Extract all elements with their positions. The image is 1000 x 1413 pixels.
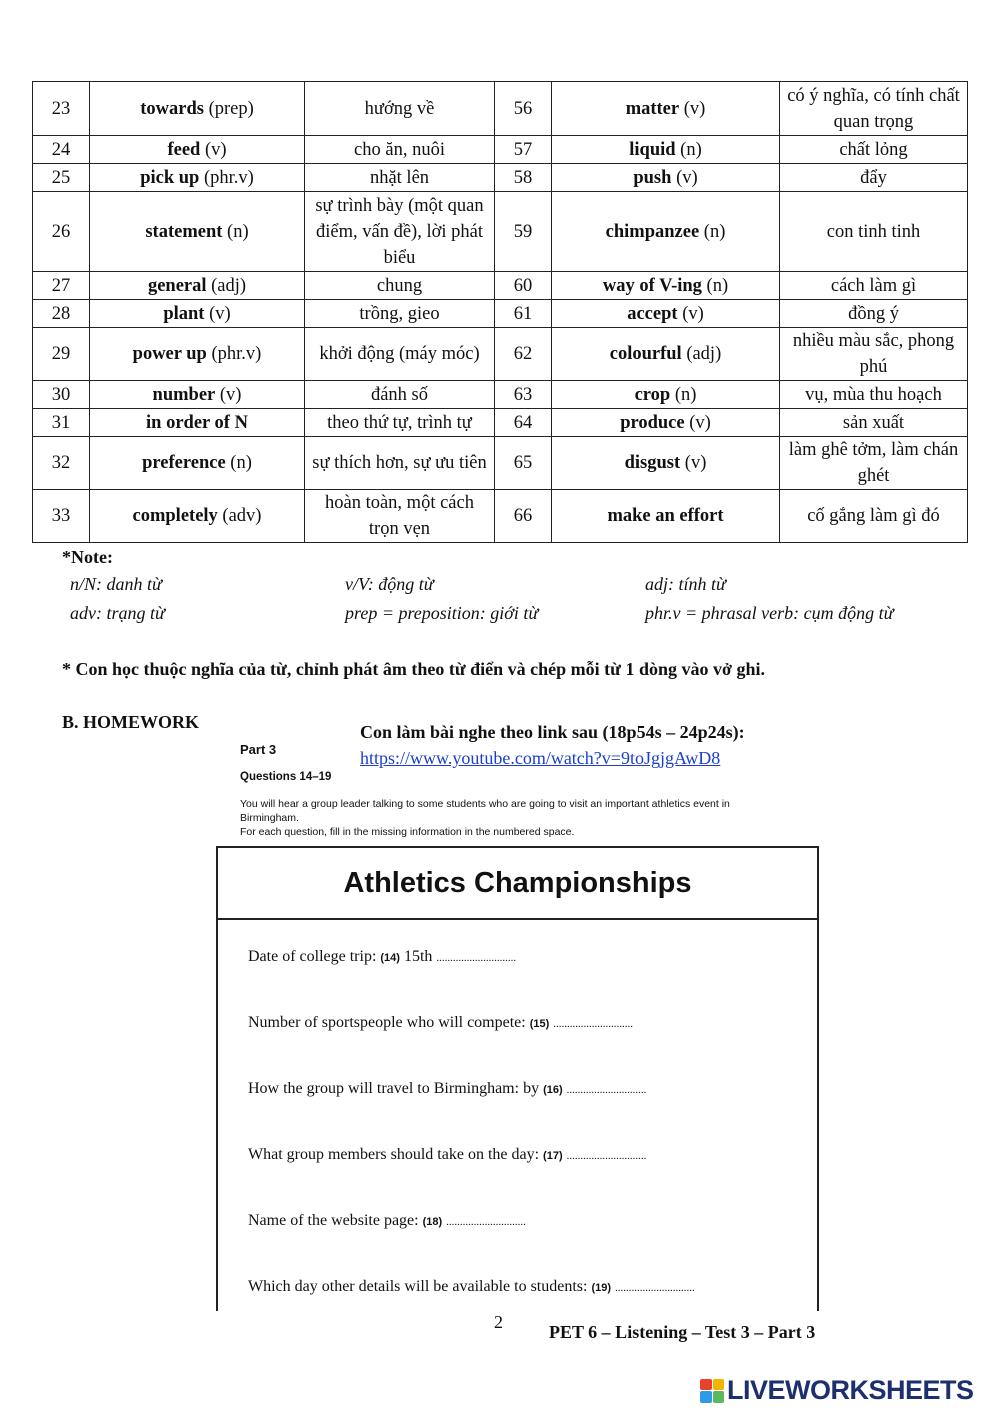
page-number: 2 <box>494 1312 503 1332</box>
row-number: 25 <box>33 164 90 192</box>
vocab-word: plant (v) <box>90 300 305 328</box>
vocab-word: matter (v) <box>552 82 780 136</box>
vocab-word: towards (prep) <box>90 82 305 136</box>
table-row <box>33 381 968 409</box>
study-instruction: * Con học thuộc nghĩa của từ, chỉnh phát âm theo từ điển và chép mỗi từ 1 dòng vào vở ghi. <box>62 659 765 679</box>
table-row <box>33 437 968 490</box>
liveworksheets-logo-icon <box>700 1379 724 1403</box>
vocab-word: way of V-ing (n) <box>552 272 780 300</box>
exam-form-title: Athletics Championships <box>218 848 817 920</box>
exam-intro-line: For each question, fill in the missing information in the numbered space. <box>240 826 575 838</box>
vocab-word: preference (n) <box>90 437 305 490</box>
question-label: Which day other details will be available to students: <box>248 1278 588 1295</box>
row-number: 24 <box>33 136 90 164</box>
table-row <box>33 328 968 381</box>
homework-title: B. HOMEWORK <box>62 712 200 732</box>
row-number: 57 <box>495 136 552 164</box>
table-row <box>33 164 968 192</box>
row-number: 27 <box>33 272 90 300</box>
vocab-word: push (v) <box>552 164 780 192</box>
vocab-meaning: sản xuất <box>780 409 968 437</box>
homework-text: Con làm bài nghe theo link sau (18p54s – 24p24s): <box>360 722 745 742</box>
row-number: 33 <box>33 490 90 543</box>
question-label: What group members should take on the day: <box>248 1146 540 1163</box>
vocab-meaning: sự thích hơn, sự ưu tiên <box>305 437 495 490</box>
row-number: 26 <box>33 192 90 272</box>
exam-form-box <box>216 846 819 1311</box>
exam-question <box>248 1278 695 1296</box>
question-number: (17) <box>543 1150 563 1162</box>
answer-blank[interactable]: ............................. <box>446 1216 526 1228</box>
note-item: adj: tính từ <box>645 574 726 594</box>
answer-blank[interactable]: ............................. <box>615 1282 695 1294</box>
table-row <box>33 192 968 272</box>
vocab-word: pick up (phr.v) <box>90 164 305 192</box>
vocab-meaning: đánh số <box>305 381 495 409</box>
row-number: 56 <box>495 82 552 136</box>
vocab-meaning: nhặt lên <box>305 164 495 192</box>
table-row <box>33 82 968 136</box>
table-row <box>33 136 968 164</box>
note-item: v/V: động từ <box>345 574 434 594</box>
table-row <box>33 300 968 328</box>
note-item: phr.v = phrasal verb: cụm động từ <box>645 603 894 623</box>
vocabulary-table <box>32 81 968 543</box>
row-number: 59 <box>495 192 552 272</box>
exam-question <box>248 1212 526 1230</box>
exam-part-label: Part 3 <box>240 742 277 757</box>
vocab-meaning: làm ghê tởm, làm chán ghét <box>780 437 968 490</box>
row-number: 62 <box>495 328 552 381</box>
row-number: 28 <box>33 300 90 328</box>
question-number: (18) <box>422 1216 443 1228</box>
vocab-word: number (v) <box>90 381 305 409</box>
row-number: 63 <box>495 381 552 409</box>
vocab-meaning: sự trình bày (một quan điểm, vấn đề), lời phát biểu <box>305 192 495 272</box>
exam-question <box>248 1146 646 1164</box>
exam-intro-line: You will hear a group leader talking to some students who are going to visit an important athletics event in Birmingham. <box>240 798 730 824</box>
question-answer: 15th <box>403 948 433 965</box>
vocab-meaning: cố gắng làm gì đó <box>780 490 968 543</box>
question-label: Date of college trip: <box>248 948 377 965</box>
vocab-word: in order of N <box>90 409 305 437</box>
row-number: 60 <box>495 272 552 300</box>
vocab-meaning: đồng ý <box>780 300 968 328</box>
liveworksheets-logo-text: LIVEWORKSHEETS <box>727 1375 974 1405</box>
table-row <box>33 490 968 543</box>
vocab-meaning: vụ, mùa thu hoạch <box>780 381 968 409</box>
vocab-meaning: cách làm gì <box>780 272 968 300</box>
vocab-word: general (adj) <box>90 272 305 300</box>
exam-question <box>248 948 516 966</box>
footer-title: PET 6 – Listening – Test 3 – Part 3 <box>549 1322 816 1342</box>
vocab-word: disgust (v) <box>552 437 780 490</box>
row-number: 66 <box>495 490 552 543</box>
vocab-word: liquid (n) <box>552 136 780 164</box>
vocab-word: produce (v) <box>552 409 780 437</box>
exam-question <box>248 1080 646 1098</box>
vocab-meaning: hướng về <box>305 82 495 136</box>
question-label: How the group will travel to Birmingham: by <box>248 1080 540 1097</box>
answer-blank[interactable]: ............................. <box>566 1084 647 1096</box>
vocab-word: chimpanzee (n) <box>552 192 780 272</box>
exam-question <box>248 1014 633 1032</box>
vocab-meaning: khởi động (máy móc) <box>305 328 495 381</box>
answer-blank[interactable]: ............................. <box>436 952 517 964</box>
row-number: 29 <box>33 328 90 381</box>
vocab-meaning: trồng, gieo <box>305 300 495 328</box>
row-number: 23 <box>33 82 90 136</box>
answer-blank[interactable]: ............................. <box>553 1018 634 1030</box>
row-number: 31 <box>33 409 90 437</box>
exam-questions-label: Questions 14–19 <box>240 771 332 783</box>
vocab-word: feed (v) <box>90 136 305 164</box>
question-number: (14) <box>380 952 400 964</box>
table-row <box>33 272 968 300</box>
vocab-meaning: có ý nghĩa, có tính chất quan trọng <box>780 82 968 136</box>
note-item: n/N: danh từ <box>70 574 162 594</box>
row-number: 61 <box>495 300 552 328</box>
vocab-word: crop (n) <box>552 381 780 409</box>
table-row <box>33 409 968 437</box>
question-label: Number of sportspeople who will compete: <box>248 1014 526 1031</box>
vocab-word: make an effort <box>552 490 780 543</box>
vocab-meaning: nhiều màu sắc, phong phú <box>780 328 968 381</box>
liveworksheets-logo <box>700 1375 974 1406</box>
vocab-word: completely (adv) <box>90 490 305 543</box>
vocab-meaning: con tinh tinh <box>780 192 968 272</box>
answer-blank[interactable]: ............................. <box>566 1150 647 1162</box>
question-number: (19) <box>591 1282 612 1294</box>
vocab-word: colourful (adj) <box>552 328 780 381</box>
vocab-meaning: hoàn toàn, một cách trọn vẹn <box>305 490 495 543</box>
vocab-meaning: đẩy <box>780 164 968 192</box>
row-number: 32 <box>33 437 90 490</box>
homework-link[interactable]: https://www.youtube.com/watch?v=9toJgjgAwD8 <box>360 748 721 768</box>
vocab-word: accept (v) <box>552 300 780 328</box>
note-item: adv: trạng từ <box>70 603 165 623</box>
exam-intro <box>240 797 760 839</box>
note-title: *Note: <box>62 547 113 567</box>
vocab-meaning: chung <box>305 272 495 300</box>
vocab-word: power up (phr.v) <box>90 328 305 381</box>
question-number: (16) <box>543 1084 563 1096</box>
question-number: (15) <box>529 1018 550 1030</box>
note-item: prep = preposition: giới từ <box>345 603 539 623</box>
row-number: 64 <box>495 409 552 437</box>
vocab-word: statement (n) <box>90 192 305 272</box>
vocab-meaning: cho ăn, nuôi <box>305 136 495 164</box>
vocab-meaning: theo thứ tự, trình tự <box>305 409 495 437</box>
row-number: 58 <box>495 164 552 192</box>
vocab-meaning: chất lỏng <box>780 136 968 164</box>
row-number: 65 <box>495 437 552 490</box>
row-number: 30 <box>33 381 90 409</box>
question-label: Name of the website page: <box>248 1212 419 1229</box>
